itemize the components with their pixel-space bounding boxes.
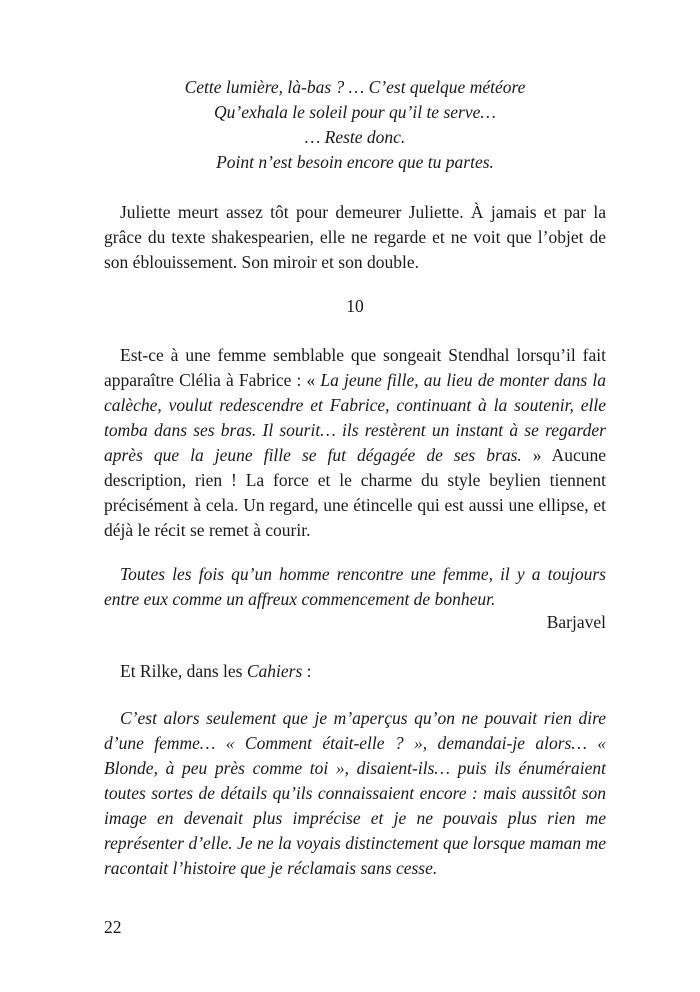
page-number: 22 — [104, 917, 122, 937]
verse-line: Cette lumière, là-bas ? … C’est quelque météore — [184, 77, 526, 97]
paragraph-intro: Et Rilke, dans les — [120, 661, 247, 681]
verse-block — [104, 75, 606, 175]
verse-line: Point n’est besoin encore que tu partes. — [216, 152, 494, 172]
paragraph-intro: Est-ce à une femme semblable que songeait Stendhal lorsqu’il fait apparaître Clélia à Fabrice : « — [104, 345, 606, 390]
paragraph-text: Juliette meurt assez tôt pour demeurer Juliette. À jamais et par la grâce du texte shakespearien, elle ne regarde et ne voit que l’objet de son éblouissement. Son miroir et son double. — [104, 202, 606, 272]
rilke-quote-text: C’est alors seulement que je m’aperçus qu’on ne pouvait rien dire d’une femme… « Comment était-elle ? », demandai-je alors… « Blonde, à peu près comme toi », disaient-ils… puis ils énuméraient toutes sortes de détails qu’ils connaissaient encore : mais aussitôt son image en devenait plus imprécise et je ne pouvais plus rien me représenter d’elle. Je ne la voyais distinctement que lorsque maman me racontait l’histoire que je réclamais sans cesse. — [104, 708, 606, 878]
book-page — [104, 0, 606, 992]
rilke-quote — [104, 706, 606, 881]
book-title: Cahiers — [246, 661, 303, 681]
epigraph-quote — [104, 562, 606, 612]
paragraph-rilke — [104, 659, 606, 684]
paragraph-outro: : — [302, 661, 312, 681]
stendhal-quote: La jeune fille, au lieu de monter dans la calèche, voulut redescendre et Fabrice, continuant à la soutenir, elle tomba dans ses bras. Il sourit… ils restèrent un instant à se regarder après que la jeune fille se fut dégagée de ses bras. — [104, 370, 606, 465]
epigraph-text: Toutes les fois qu’un homme rencontre une femme, il y a toujours entre eux comme un affreux commencement de bonheur. — [104, 564, 606, 609]
paragraph-outro: » Aucune description, rien ! La force et le charme du style beylien tiennent précisément à cela. Un regard, une étincelle qui est aussi une ellipse, et déjà le récit se remet à courir. — [104, 445, 606, 540]
verse-line: Qu’exhala le soleil pour qu’il te serve… — [214, 102, 496, 122]
epigraph-author: Barjavel — [546, 612, 606, 632]
paragraph-juliette — [104, 200, 606, 275]
section-number: 10 — [346, 296, 364, 316]
paragraph-stendhal — [104, 343, 606, 543]
verse-line: … Reste donc. — [304, 127, 406, 147]
